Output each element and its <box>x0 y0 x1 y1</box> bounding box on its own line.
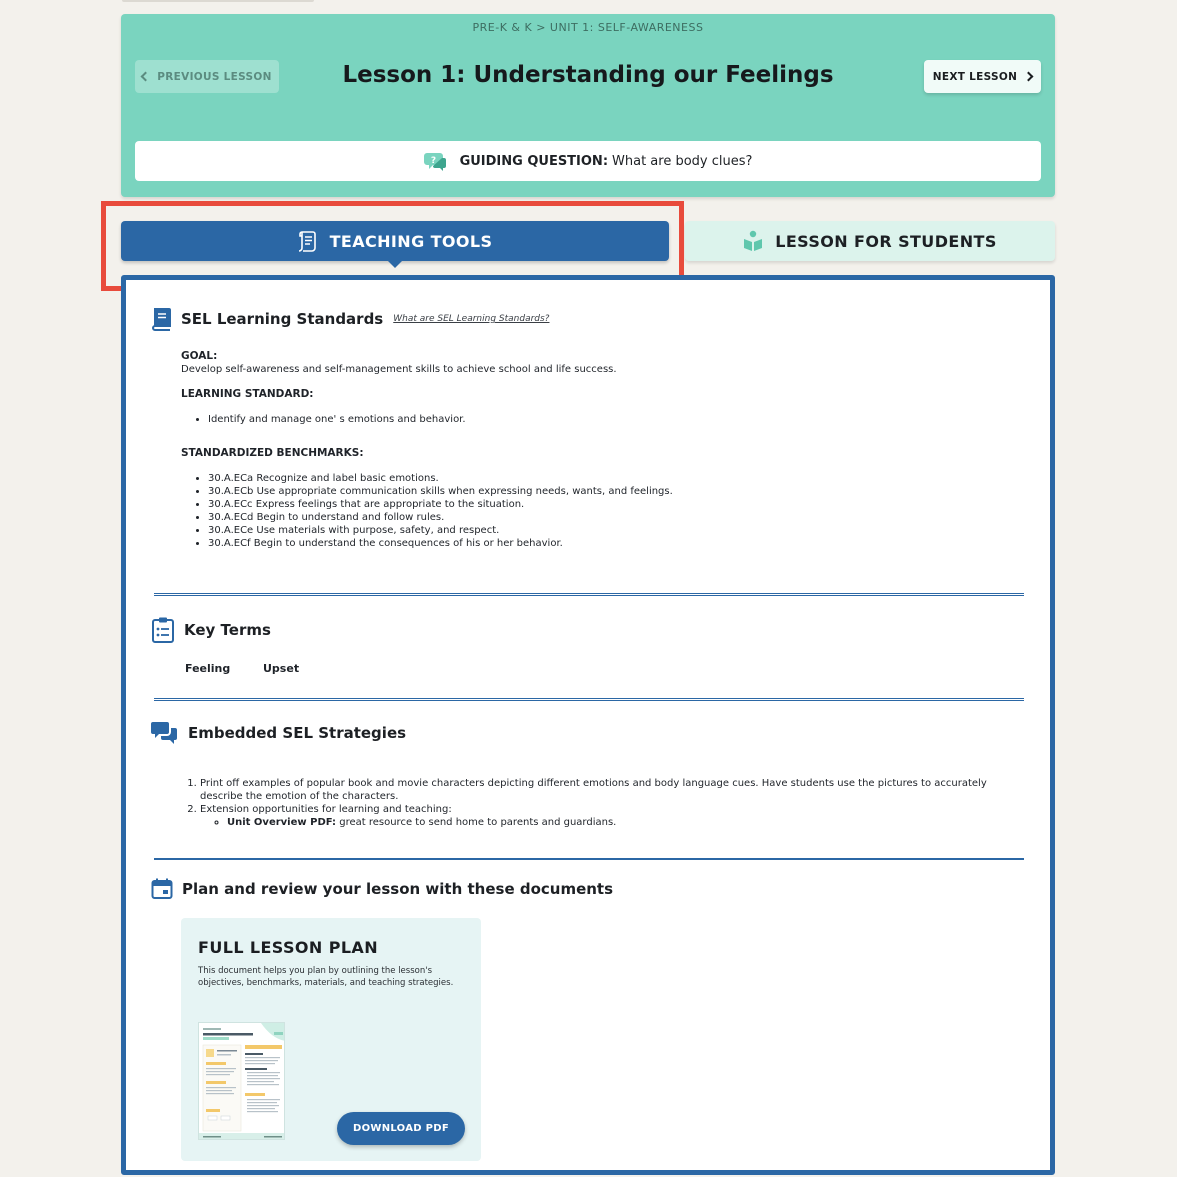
tab-lesson-for-students[interactable] <box>685 221 1055 261</box>
svg-text:?: ? <box>430 156 436 166</box>
lesson-plan-thumbnail[interactable] <box>198 1022 285 1140</box>
book-icon <box>151 307 173 331</box>
full-lesson-plan-card <box>181 918 481 1161</box>
goal-label: GOAL: <box>181 350 218 362</box>
list-item <box>227 816 987 829</box>
documents-heading <box>151 878 613 900</box>
section-divider <box>154 593 1024 596</box>
list-item: • 30.A.ECe Use materials with purpose, safety, and respect. <box>208 524 1001 537</box>
extension-text: Extension opportunities for learning and teaching: <box>200 804 452 815</box>
breadcrumb[interactable]: PRE-K & K > UNIT 1: SELF-AWARENESS <box>472 21 704 34</box>
list-item: 1. Print off examples of popular book and movie characters depicting different emotions and body language cues. Have students use the pictures to accurately describe the emotion of the characters. <box>200 777 987 803</box>
unit-overview-pdf-link[interactable]: Unit Overview PDF: <box>227 817 337 828</box>
key-terms-heading <box>151 616 271 644</box>
strategies-list <box>187 777 987 829</box>
benchmarks-list <box>181 472 1001 550</box>
list-item: • Identify and manage one' s emotions and behavior. <box>208 413 1001 426</box>
list-item <box>200 803 987 829</box>
guiding-question-text: What are body clues? <box>612 153 753 169</box>
calendar-icon <box>151 878 173 900</box>
next-lesson-label: NEXT LESSON <box>932 70 1018 83</box>
strategies-heading <box>151 720 406 746</box>
documents-title: Plan and review your lesson with these documents <box>182 880 614 898</box>
section-divider <box>154 858 1024 860</box>
page-title: Lesson 1: Understanding our Feelings <box>342 62 834 88</box>
lesson-plan-preview-image <box>199 1023 285 1140</box>
next-lesson-button[interactable] <box>924 60 1041 93</box>
key-term-item: Upset <box>263 662 300 675</box>
tab-lesson-for-students-label: LESSON FOR STUDENTS <box>775 231 997 251</box>
list-item: • 30.A.ECb Use appropriate communication skills when expressing needs, wants, and feelings. <box>208 485 1001 498</box>
previous-section-stub <box>122 0 314 2</box>
download-pdf-button[interactable]: DOWNLOAD PDF <box>337 1112 465 1145</box>
chevron-left-icon <box>141 72 151 82</box>
unit-overview-text: great resource to send home to parents and guardians. <box>339 817 617 828</box>
lesson-header <box>121 14 1055 197</box>
strategies-body <box>187 777 987 829</box>
extension-sublist <box>200 816 987 829</box>
learning-standard-list <box>181 413 1001 426</box>
teaching-tools-panel <box>121 275 1055 1175</box>
key-terms-title: Key Terms <box>184 621 271 639</box>
sel-standards-body <box>181 350 1001 550</box>
list-item: • 30.A.ECa Recognize and label basic emotions. <box>208 472 1001 485</box>
learning-standard-label: LEARNING STANDARD: <box>181 388 314 400</box>
doc-card-title: FULL LESSON PLAN <box>198 938 378 957</box>
what-are-standards-link[interactable]: What are SEL Learning Standards? <box>393 314 550 324</box>
doc-card-description: This document helps you plan by outlining the lesson's objectives, benchmarks, materials, and teaching strategies. <box>198 966 454 988</box>
student-reading-icon <box>743 230 763 252</box>
list-item: • 30.A.ECc Express feelings that are appropriate to the situation. <box>208 498 1001 511</box>
section-divider <box>154 698 1024 701</box>
benchmarks-label: STANDARDIZED BENCHMARKS: <box>181 447 364 459</box>
previous-lesson-button[interactable] <box>135 60 279 93</box>
guiding-question-bar <box>135 141 1041 181</box>
strategies-title: Embedded SEL Strategies <box>188 724 407 742</box>
clipboard-list-icon <box>151 616 175 644</box>
guiding-question-label: GUIDING QUESTION: <box>459 153 609 169</box>
question-bubble-icon <box>424 149 448 173</box>
sel-standards-title: SEL Learning Standards <box>181 310 384 328</box>
list-item: • 30.A.ECf Begin to understand the consequences of his or her behavior. <box>208 537 1001 550</box>
chevron-right-icon <box>1024 72 1034 82</box>
goal-text: Develop self-awareness and self-management skills to achieve school and life success. <box>181 364 617 375</box>
previous-lesson-label: PREVIOUS LESSON <box>157 70 272 83</box>
sel-standards-heading <box>151 307 549 331</box>
key-term-item: Feeling <box>185 662 231 675</box>
tab-teaching-tools-label: TEACHING TOOLS <box>329 231 493 251</box>
list-item: • 30.A.ECd Begin to understand and follow rules. <box>208 511 1001 524</box>
chat-bubbles-icon <box>151 720 179 746</box>
